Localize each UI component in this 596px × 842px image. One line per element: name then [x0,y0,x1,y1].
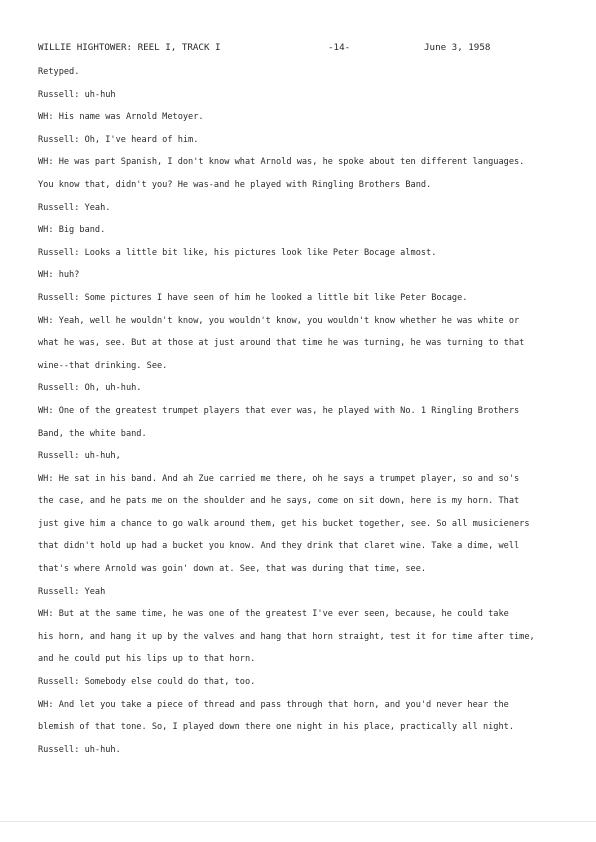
transcript-line: WH: But at the same time, he was one of the greatest I've ever seen, because, he could take [38,609,509,620]
transcript-line: WH: huh? [38,270,80,281]
transcript-line: WH: He sat in his band. And ah Zue carried me there, oh he says a trumpet player, so and so's [38,473,520,484]
transcript-line: blemish of that tone. So, I played down there one night in his place, practically all night. [38,722,514,733]
transcript-line: the case, and he pats me on the shoulder and he says, come on sit down, here is my horn. That [38,496,520,507]
transcript-line: Russell: Looks a little bit like, his pictures look like Peter Bocage almost. [38,247,437,258]
transcript-line: You know that, didn't you? He was-and he played with Ringling Brothers Band. [38,179,432,190]
transcript-line: his horn, and hang it up by the valves and hang that horn straight, test it for time after time, [38,631,535,642]
transcript-line: Russell: uh-huh [38,89,116,100]
transcript-line: WH: Yeah, well he wouldn't know, you wouldn't know, you wouldn't know whether he was white or [38,315,520,326]
page-bottom-edge [0,821,596,822]
transcript-line: Russell: Yeah. [38,202,111,213]
transcript-line: just give him a chance to go walk around them, get his bucket together, see. So all musicieners [38,518,530,529]
page-header [38,42,578,56]
header-title: WILLIE HIGHTOWER: REEL I, TRACK I [38,42,221,53]
transcript-line: Russell: Yeah [38,586,106,597]
transcript-line: WH: He was part Spanish, I don't know what Arnold was, he spoke about ten different languages. [38,157,525,168]
transcript-line: wine--that drinking. See. [38,360,168,371]
transcript-line: WH: Big band. [38,225,106,236]
transcript-line: that's where Arnold was goin' down at. See, that was during that time, see. [38,564,427,575]
transcript-line: Russell: Some pictures I have seen of him he looked a little bit like Peter Bocage. [38,292,468,303]
page-number: -14- [328,42,351,53]
transcript-line: Retyped. [38,67,80,77]
transcript-line: Band, the white band. [38,428,147,439]
transcript-line: Russell: Oh, uh-huh. [38,383,142,394]
transcript-body [38,67,574,756]
transcript-line: WH: His name was Arnold Metoyer. [38,112,204,123]
transcript-line: WH: One of the greatest trumpet players that ever was, he played with No. 1 Ringling Brothers [38,405,520,416]
transcript-line: Russell: uh-huh, [38,451,121,462]
transcript-line: what he was, see. But at those at just around that time he was turning, he was turning to that [38,338,525,349]
transcript-line: Russell: Oh, I've heard of him. [38,134,199,145]
transcript-line: WH: And let you take a piece of thread and pass through that horn, and you'd never hear the [38,699,509,710]
transcript-line: Russell: Somebody else could do that, too. [38,677,256,688]
transcript-line: and he could put his lips up to that horn. [38,654,256,665]
transcript-line: Russell: uh-huh. [38,744,121,755]
transcript-line: that didn't hold up had a bucket you know. And they drink that claret wine. Take a dime, well [38,541,520,552]
header-date: June 3, 1958 [424,42,491,53]
